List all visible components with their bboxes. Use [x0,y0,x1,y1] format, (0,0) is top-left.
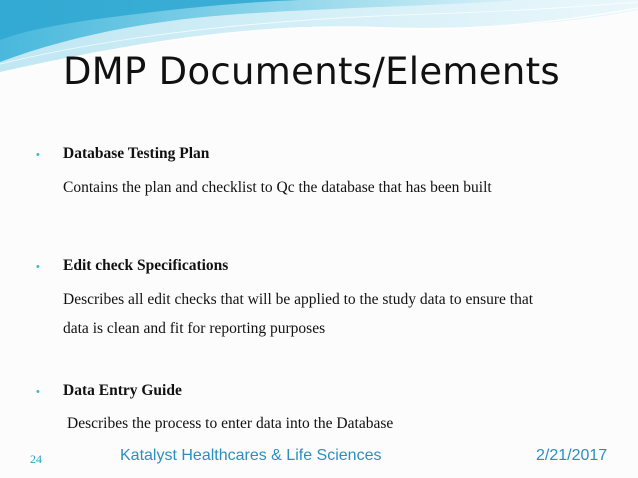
footer-organization: Katalyst Healthcares & Life Sciences [120,447,382,464]
page-number: 24 [30,452,42,466]
bullet-icon: • [36,386,40,398]
bullet-icon: • [36,261,40,273]
item-description: Describes all edit checks that will be applied to the study data to ensure that [63,291,534,308]
item-description: Contains the plan and checklist to Qc the database that has been built [63,179,492,196]
item-description: Describes the process to enter data into the Database [67,415,394,432]
footer-date: 2/21/2017 [536,447,608,464]
item-heading-database-testing-plan: Database Testing Plan [63,145,210,162]
bullet-icon: • [36,149,40,161]
item-heading-data-entry-guide: Data Entry Guide [63,382,182,399]
slide-title: DMP Documents/Elements [63,50,560,93]
item-description: data is clean and fit for reporting purposes [63,320,326,337]
item-heading-edit-check-specifications: Edit check Specifications [63,257,229,274]
